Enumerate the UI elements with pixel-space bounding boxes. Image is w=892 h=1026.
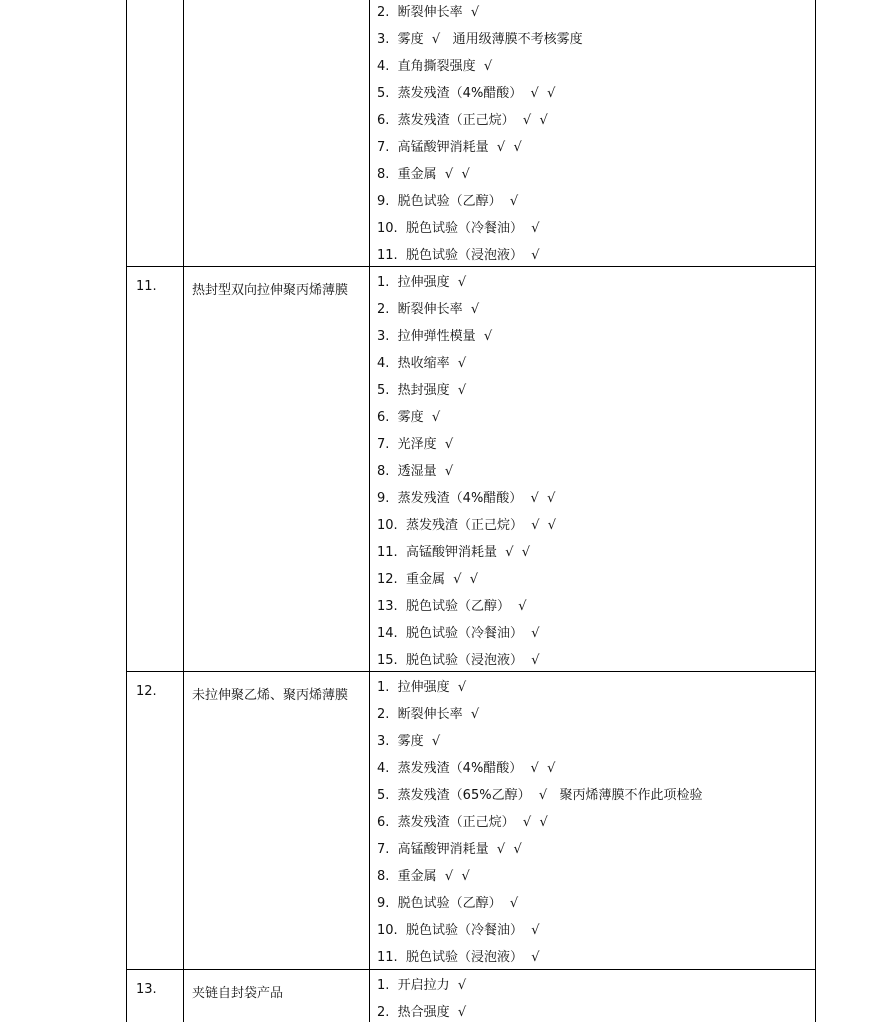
row-number: 12. — [136, 684, 157, 699]
test-item: 9. 脱色试验（乙醇） √ — [377, 194, 519, 209]
test-item: 2. 断裂伸长率 √ — [377, 5, 480, 20]
table-row — [0, 972, 892, 1022]
test-item: 4. 直角撕裂强度 √ — [377, 59, 493, 74]
test-item: 5. 蒸发残渣（4%醋酸） √ √ — [377, 86, 556, 101]
test-item: 5. 热封强度 √ — [377, 383, 467, 398]
test-item: 3. 拉伸弹性模量 √ — [377, 329, 493, 344]
product-name: 未拉伸聚乙烯、聚丙烯薄膜 — [192, 688, 349, 703]
test-item: 11. 高锰酸钾消耗量 √ √ — [377, 545, 531, 560]
test-item: 11. 脱色试验（浸泡液） √ — [377, 950, 540, 965]
test-item: 14. 脱色试验（冷餐油） √ — [377, 626, 540, 641]
product-name: 热封型双向拉伸聚丙烯薄膜 — [192, 283, 349, 298]
test-item: 9. 蒸发残渣（4%醋酸） √ √ — [377, 491, 556, 506]
test-item: 11. 脱色试验（浸泡液） √ — [377, 248, 540, 263]
test-item: 5. 蒸发残渣（65%乙醇） √ 聚丙烯薄膜不作此项检验 — [377, 788, 703, 803]
table-row — [0, 0, 892, 266]
test-item: 10. 脱色试验（冷餐油） √ — [377, 923, 540, 938]
test-item: 7. 高锰酸钾消耗量 √ √ — [377, 842, 522, 857]
table-row — [0, 674, 892, 969]
test-item: 1. 开启拉力 √ — [377, 978, 467, 993]
product-name: 夹链自封袋产品 — [192, 986, 284, 1001]
test-item: 10. 脱色试验（冷餐油） √ — [377, 221, 540, 236]
test-item: 1. 拉伸强度 √ — [377, 680, 467, 695]
test-item: 6. 雾度 √ — [377, 410, 441, 425]
test-item-list — [377, 0, 583, 269]
test-item: 12. 重金属 √ √ — [377, 572, 479, 587]
test-item: 3. 雾度 √ — [377, 734, 441, 749]
test-item: 1. 拉伸强度 √ — [377, 275, 467, 290]
test-item: 7. 光泽度 √ — [377, 437, 454, 452]
test-item-list — [377, 674, 703, 971]
test-item: 10. 蒸发残渣（正己烷） √ √ — [377, 518, 557, 533]
test-item: 2. 热合强度 √ — [377, 1005, 467, 1020]
test-item-list — [377, 972, 466, 1026]
test-item: 13. 脱色试验（乙醇） √ — [377, 599, 527, 614]
test-item: 6. 蒸发残渣（正己烷） √ √ — [377, 815, 548, 830]
test-item-list — [377, 269, 556, 674]
test-item: 8. 重金属 √ √ — [377, 167, 470, 182]
table-row — [0, 269, 892, 671]
test-item: 15. 脱色试验（浸泡液） √ — [377, 653, 540, 668]
test-item: 6. 蒸发残渣（正己烷） √ √ — [377, 113, 548, 128]
test-item: 8. 透湿量 √ — [377, 464, 454, 479]
test-item: 7. 高锰酸钾消耗量 √ √ — [377, 140, 522, 155]
test-item: 4. 蒸发残渣（4%醋酸） √ √ — [377, 761, 556, 776]
test-item: 2. 断裂伸长率 √ — [377, 707, 480, 722]
test-item: 4. 热收缩率 √ — [377, 356, 467, 371]
row-number: 11. — [136, 279, 157, 294]
test-item: 2. 断裂伸长率 √ — [377, 302, 480, 317]
row-number: 13. — [136, 982, 157, 997]
test-item: 3. 雾度 √ 通用级薄膜不考核雾度 — [377, 32, 583, 47]
test-item: 9. 脱色试验（乙醇） √ — [377, 896, 519, 911]
test-item: 8. 重金属 √ √ — [377, 869, 470, 884]
